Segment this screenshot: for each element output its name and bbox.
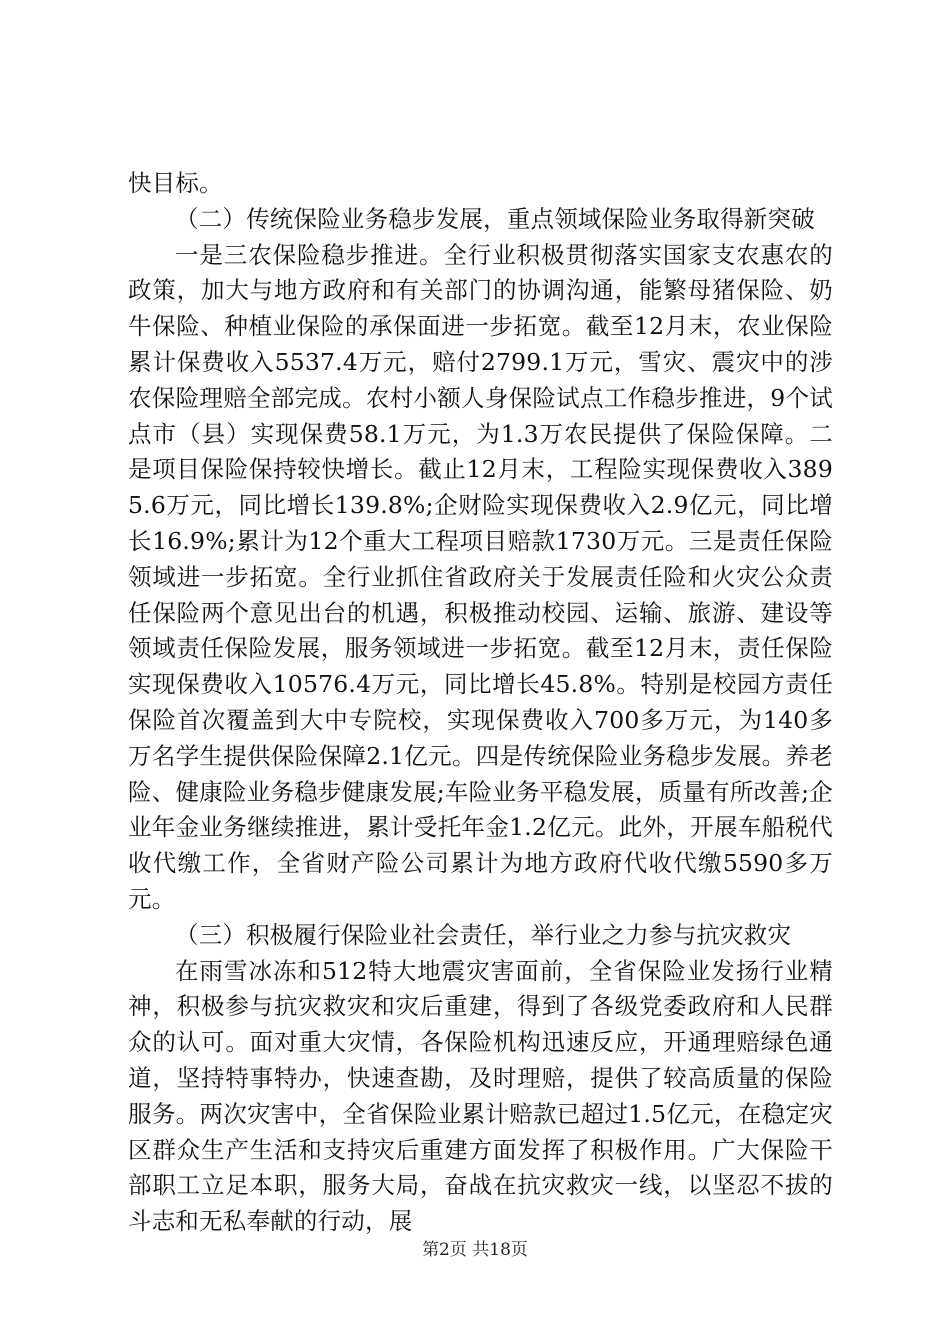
section-heading-3: （三）积极履行保险业社会责任，举行业之力参与抗灾救灾 bbox=[175, 920, 792, 949]
paragraph-disaster-relief: 在雨雪冰冻和512特大地震灾害面前，全省保险业发扬行业精神，积极参与抗灾救灾和灾后重建，得到了各级党委政府和人民群众的认可。面对重大灾情，各保险机构迅速反应，开通理赔绿色通道，坚持特事特办，快速查勘，及时理赔，提供了较高质量的保险服务。两次灾害中，全省保险业累计赔款已超过1.5亿元，在稳定灾区群众生产生活和支持灾后重建方面发挥了积极作用。广大保险干部职工立足本职，服务大局，奋战在抗灾救灾一线，以坚忍不拔的斗志和无私奉献的行动，展 bbox=[128, 956, 833, 1236]
paragraph-insurance-business: 一是三农保险稳步推进。全行业积极贯彻落实国家支农惠农的政策，加大与地方政府和有关部门的协调沟通，能繁母猪保险、奶牛保险、种植业保险的承保面进一步拓宽。截至12月末，农业保险累计保费收入5537.4万元，赔付2799.1万元，雪灾、震灾中的涉农保险理赔全部完成。农村小额人身保险试点工作稳步推进，9个试点市（县）实现保费58.1万元，为1.3万农民提供了保险保障。二是项目保险保持较快增长。截止12月末，工程险实现保费收入3895.6万元，同比增长139.8%;企财险实现保费收入2.9亿元，同比增长16.9%;累计为12个重大工程项目赔款1730万元。三是责任保险领域进一步拓宽。全行业抓住省政府关于发展责任险和火灾公众责任保险两个意见出台的机遇，积极推动校园、运输、旅游、建设等领域责任保险发展，服务领域进一步拓宽。截至12月末，责任保险实现保费收入10576.4万元，同比增长45.8%。特别是校园方责任保险首次覆盖到大中专院校，实现保费收入700多万元，为140多万名学生提供保险保障2.1亿元。四是传统保险业务稳步发展。养老险、健康险业务稳步健康发展;车险业务平稳发展，质量有所改善;企业年金业务继续推进，累计受托年金1.2亿元。此外，开展车船税代收代缴工作，全省财产险公司累计为地方政府代收代缴5590多万元。 bbox=[128, 240, 833, 913]
section-heading-2: （二）传统保险业务稳步发展，重点领域保险业务取得新突破 bbox=[175, 204, 815, 233]
document-body bbox=[128, 166, 833, 1240]
paragraph-closing-line: 快目标。 bbox=[128, 169, 223, 197]
page-number-footer: 第2页 共18页 bbox=[422, 1240, 528, 1260]
